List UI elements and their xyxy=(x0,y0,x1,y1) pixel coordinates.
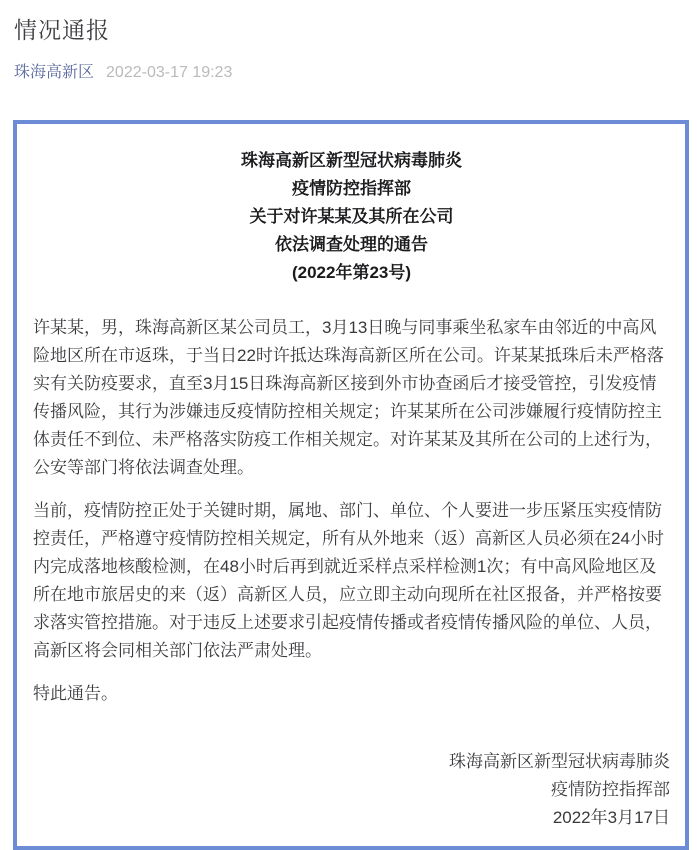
page-title: 情况通报 xyxy=(14,17,110,43)
notice-box xyxy=(13,120,689,850)
heading-line-4: 依法调查处理的通告 xyxy=(275,235,428,254)
signature-line-1: 珠海高新区新型冠状病毒肺炎 xyxy=(449,752,670,771)
source-link[interactable]: 珠海高新区 xyxy=(14,64,95,81)
signature-line-3: 2022年3月17日 xyxy=(552,808,670,827)
heading-line-3: 关于对许某某及其所在公司 xyxy=(249,207,454,226)
notice-paragraph-2: 当前，疫情防控正处于关键时期，属地、部门、单位、个人要进一步压紧压实疫情防控责任，严格遵守疫情防控相关规定，所有从外地来（返）高新区人员必须在24小时内完成落地核酸检测，在48小时后再到就近采样点采样检测1次；有中高风险地区及所在地市旅居史的来（返）高新区人员，应立即主动向现所在社区报备，并严格按要求落实管控措施。对于违反上述要求引起疫情传播或者疫情传播风险的单位、人员，高新区将会同相关部门依法严肃处理。 xyxy=(33,501,664,660)
timestamp: 2022-03-17 19:23 xyxy=(106,64,233,81)
byline xyxy=(14,64,697,82)
notice-heading xyxy=(33,147,670,287)
signature-block xyxy=(33,748,670,832)
notice-closing-line: 特此通告。 xyxy=(33,684,118,703)
heading-line-2: 疫情防控指挥部 xyxy=(292,179,411,198)
heading-line-1: 珠海高新区新型冠状病毒肺炎 xyxy=(241,151,462,170)
signature-line-2: 疫情防控指挥部 xyxy=(551,780,670,799)
heading-line-5: (2022年第23号) xyxy=(291,263,412,282)
notice-paragraph-1: 许某某，男，珠海高新区某公司员工，3月13日晚与同事乘坐私家车由邻近的中高风险地区所在市返珠，于当日22时许抵达珠海高新区所在公司。许某某抵珠后未严格落实有关防疫要求，直至3月15日珠海高新区接到外市协查函后才接受管控，引发疫情传播风险，其行为涉嫌违反疫情防控相关规定；许某某所在公司涉嫌履行疫情防控主体责任不到位、未严格落实防疫工作相关规定。对许某某及其所在公司的上述行为，公安等部门将依法调查处理。 xyxy=(33,318,664,477)
